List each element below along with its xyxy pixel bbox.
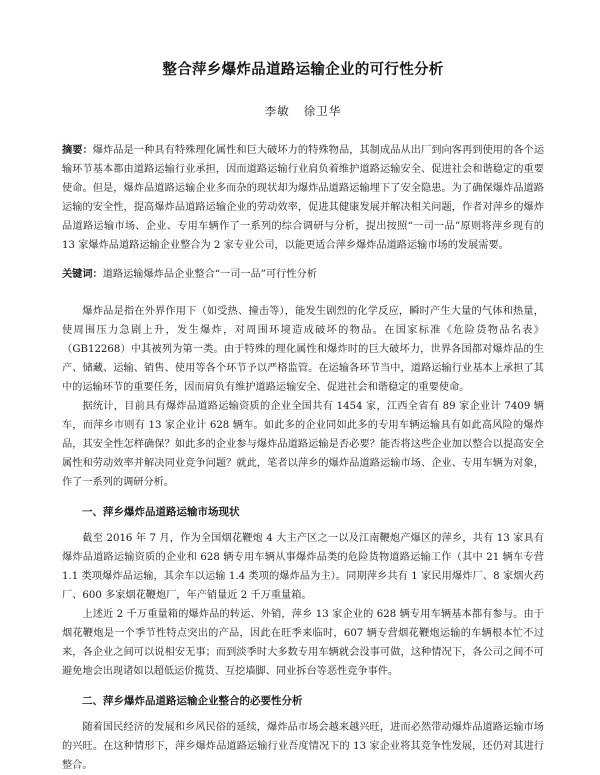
body-paragraph: 截至 2016 年 7 月，作为全国烟花鞭炮 4 大主产区之一以及江南鞭炮产爆区的萍乡，共有 13 家具有爆炸品道路运输资质的企业和 628 辆专用车辆从事爆炸品类的危险货物道路运输工作（其中 21 辆车专营 1.1 类项爆炸品运输，其余车以运输 1.4 类项的爆炸品为主）。同期萍乡共有 1 家民用爆炸厂、8 家烟火药厂、600 多家烟花鞭炮厂，年产销量近 2 千万重量箱。 (62, 533, 544, 602)
body-paragraph: 上述近 2 千万重量箱的爆炸品的转运、外销，萍乡 13 家企业的 628 辆专用车辆基本都有参与。由于烟花鞭炮是一个季节性特点突出的产品，因此在旺季来临时，607 辆专营烟花鞭炮运输的车辆根本忙不过来，各企业之间可以说相安无事；而到淡季时大多数专用车辆就会没事可做，这种情况下，各公司之间不可避免地会出现诸如以超低运价揽货、互挖墙脚、同业拆台等恶性竞争事件。 (62, 609, 544, 678)
keywords (62, 265, 544, 284)
keywords-label: 关键词： (62, 269, 103, 281)
author-line (62, 103, 544, 119)
keywords-text: 道路运输爆炸品企业整合“一司一品”可行性分析 (102, 269, 317, 281)
abstract-label: 摘要： (62, 145, 93, 156)
abstract (62, 141, 544, 255)
body-paragraph: 随着国民经济的发展和乡风民俗的延续，爆炸品市场会越来越兴旺，进而必然带动爆炸品道路运输市场的兴旺。在这种情形下，萍乡爆炸品道路运输行业吾度情况下的 13 家企业将其竞争性发展，还仍对其进行整合。 (62, 722, 544, 772)
section-heading: 一、萍乡爆炸品道路运输市场现状 (82, 506, 240, 519)
author-name: 徐卫华 (303, 104, 342, 118)
body-paragraph: 爆炸品是指在外界作用下（如受热、撞击等），能发生剧烈的化学反应，瞬时产生大量的气体和热量，使周围压力急剧上升，发生爆炸，对周围环境造成破坏的物品。在国家标准《危险货物品名表》（GB12268）中其被列为第一类。由于特殊的理化属性和爆炸时的巨大破坏力，世界各国都对爆炸品的生产、储藏、运输、销售、使用等各个环节予以严格监管。在运输各环节当中，道路运输行业基本上承担了其中的运输环节的重要任务，因而肩负有维护道路运输安全、促进社会和谐稳定的重要使命。 (62, 306, 544, 394)
body-paragraph: 据统计，目前具有爆炸品道路运输资质的企业全国共有 1454 家，江西全省有 89 家企业计 7409 辆车，而萍乡市则有 13 家企业计 628 辆车。如此多的企业同如此多的专用车辆运输具有如此高风险的爆炸品，其安全性怎样确保？如此多的企业参与爆炸品道路运输是否必要？能否将这些企业加以整合以提高安全属性和劳动效率并解决同业竞争问题？就此，笔者以萍乡的爆炸品道路运输市场、企业、专用车辆为对象，作了一系列的调研分析。 (62, 401, 544, 489)
paper-title: 整合萍乡爆炸品道路运输企业的可行性分析 (162, 62, 444, 78)
author-name: 李敏 (264, 104, 290, 118)
section-heading: 二、萍乡爆炸品道路运输企业整合的必要性分析 (82, 695, 303, 708)
abstract-text: 爆炸品是一种具有特殊理化属性和巨大破坏力的特殊物品，其制成品从出厂到向客再到使用的各个运输环节基本都由道路运输行业承担，因而道路运输行业肩负着维护道路运输安全、促进社会和谐稳定的重要使命。但是，爆炸品道路运输企业多而杂的现状却为爆炸品道路运输埋下了安全隐患。为了确保爆炸品道路运输的安全性，提高爆炸品道路运输企业的劳动效率，促进其健康发展并解决相关问题，作者对萍乡的爆炸品道路运输市场、企业、专用车辆作了一系列的综合调研与分析，提出按照“一司一品”原则将萍乡现有的 13 家爆炸品道路运输企业整合为 2 家专业公司，以能更适合萍乡爆炸品道路运输市场的发展需要。 (62, 145, 545, 251)
